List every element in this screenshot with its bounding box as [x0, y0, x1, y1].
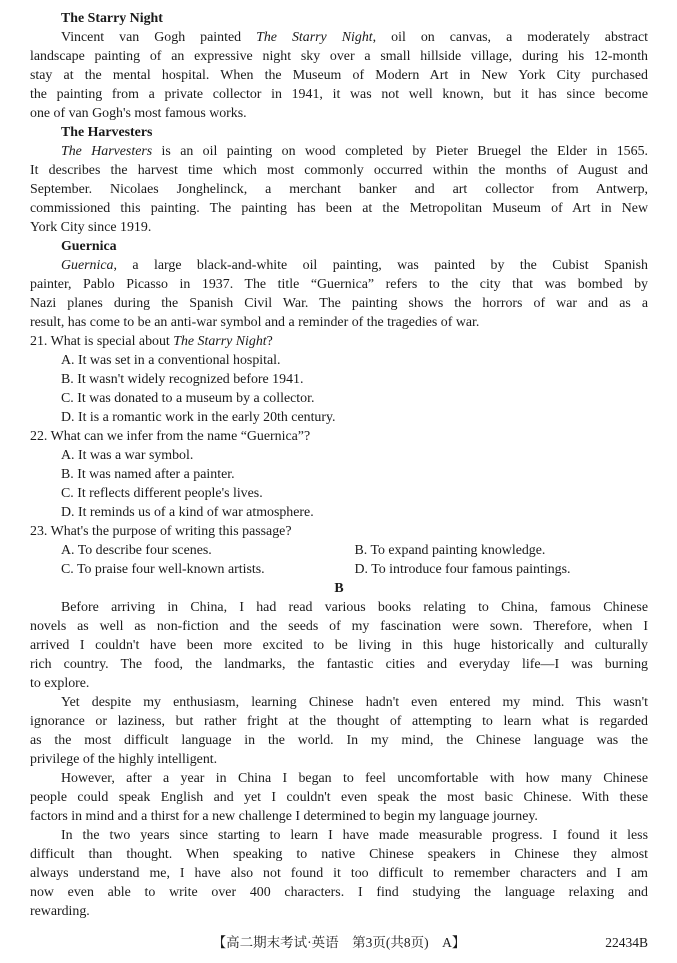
text-line: as the most difficult language in the world. In my mind, the Chinese language was the: [30, 733, 648, 748]
text-line: rewarding.: [30, 904, 90, 919]
answer-option: A. To describe four scenes.: [61, 543, 212, 558]
passage-paragraph: [30, 826, 648, 921]
text-line: In the two years since starting to learn I have made measurable progress. I found it less: [61, 828, 648, 843]
text-line: ignorance or laziness, but rather fright at the thought of attempting to learn what is regarded: [30, 714, 648, 729]
italic-title: The Starry Night: [173, 334, 267, 349]
answer-option: D. It reminds us of a kind of war atmosphere.: [61, 505, 314, 520]
text-line: York City since 1919.: [30, 220, 152, 235]
text-segment: is an oil painting on wood completed by Pieter Bruegel the Elder in 1565.: [152, 144, 648, 159]
text-segment: ?: [266, 334, 273, 349]
footer-page-info: 【高二期末考试·英语 第3页(共8页) A】: [212, 935, 466, 950]
passage-paragraph: [30, 769, 648, 826]
answer-option: A. It was set in a conventional hospital.: [61, 353, 281, 368]
text-line: landscape painting of an expressive night sky over a small hillside village, during his 12-month: [30, 49, 648, 64]
passage-paragraph: [30, 693, 648, 769]
exam-page: [30, 9, 648, 921]
answer-option: A. It was a war symbol.: [61, 448, 194, 463]
answer-option: D. It is a romantic work in the early 20th century.: [61, 410, 336, 425]
answer-option: C. It was donated to a museum by a collector.: [61, 391, 315, 406]
text-segment: , a large black-and-white oil painting, was painted by the Cubist Spanish: [113, 258, 648, 273]
answer-option: D. To introduce four famous paintings.: [354, 562, 571, 577]
section-label: B: [334, 581, 344, 596]
text-segment: Vincent van Gogh painted: [61, 30, 257, 45]
question-stem: 23. What's the purpose of writing this passage?: [30, 524, 292, 539]
text-line: rich country. The food, the landmarks, the fantastic cities and everyday life—I was burning: [30, 657, 648, 672]
answer-option: C. To praise four well-known artists.: [61, 562, 265, 577]
text-line: It describes the harvest time which most commonly occurred within the months of August and: [30, 163, 648, 178]
painting-heading: The Starry Night: [61, 11, 163, 26]
text-line: result, has come to be an anti-war symbol and a reminder of the tragedies of war.: [30, 315, 480, 330]
text-line: now even able to write over 400 characters. I find studying the language relaxing and: [30, 885, 648, 900]
text-line: However, after a year in China I began to feel uncomfortable with how many Chinese: [61, 771, 648, 786]
text-line: factors in mind and a thirst for a new challenge I determined to begin my language journey.: [30, 809, 538, 824]
question-stem: 22. What can we infer from the name “Guernica”?: [30, 429, 311, 444]
text-line: to explore.: [30, 676, 90, 691]
text-line: novels as well as non-fiction and the seeds of my fascination were sown. Therefore, when I: [30, 619, 648, 634]
text-line: Yet despite my enthusiasm, learning Chinese hadn't even entered my mind. This wasn't: [61, 695, 648, 710]
text-line: the painting from a private collector in 1941, it was not well known, but it has since become: [30, 87, 648, 102]
answer-option: B. To expand painting knowledge.: [354, 543, 546, 558]
text-line: Nazi planes during the Spanish Civil War. The painting shows the horrors of war and as a: [30, 296, 648, 311]
question: [30, 427, 648, 522]
question-stem: [30, 332, 648, 351]
answer-option: B. It wasn't widely recognized before 1941.: [61, 372, 304, 387]
text-line: arrived I couldn't have been more excited to be living in this huge historically and culturally: [30, 638, 648, 653]
option-row: [30, 541, 648, 560]
painting-paragraph: [30, 28, 648, 123]
painting-heading: The Harvesters: [61, 125, 153, 140]
text-line: difficult than thought. When speaking to native Chinese speakers in Chinese they almost: [30, 847, 648, 862]
text-segment: , oil on canvas, a moderately abstract: [372, 30, 648, 45]
option-row: [30, 560, 648, 579]
footer-exam-code: 22434B: [605, 935, 648, 950]
italic-title: The Starry Night: [256, 30, 373, 45]
italic-title: Guernica: [61, 258, 114, 273]
painting-paragraph: [30, 142, 648, 237]
painting-heading: Guernica: [61, 239, 117, 254]
answer-option: C. It reflects different people's lives.: [61, 486, 263, 501]
text-line: painter, Pablo Picasso in 1937. The title “Guernica” refers to the city that was bombed by: [30, 277, 648, 292]
question: [30, 332, 648, 427]
text-line: September. Nicolaes Jonghelinck, a merchant banker and art collector from Antwerp,: [30, 182, 648, 197]
painting-paragraph: [30, 256, 648, 332]
text-line: commissioned this painting. The painting has been at the Metropolitan Museum of Art in New: [30, 201, 648, 216]
italic-title: The Harvesters: [61, 144, 153, 159]
text-line: privilege of the highly intelligent.: [30, 752, 218, 767]
question: [30, 522, 648, 579]
answer-option: B. It was named after a painter.: [61, 467, 235, 482]
text-line: [30, 28, 648, 47]
text-line: [30, 256, 648, 275]
text-line: Before arriving in China, I had read various books relating to China, famous Chinese: [61, 600, 648, 615]
text-line: one of van Gogh's most famous works.: [30, 106, 247, 121]
text-line: people could speak English and yet I couldn't even speak the most basic Chinese. With these: [30, 790, 648, 805]
passage-paragraph: [30, 598, 648, 693]
text-line: always understand me, I have also not found it too difficult to remember characters and I am: [30, 866, 648, 881]
text-segment: 21. What is special about: [30, 334, 174, 349]
page-footer: [30, 933, 648, 953]
text-line: [30, 142, 648, 161]
text-line: stay at the mental hospital. When the Museum of Modern Art in New York City purchased: [30, 68, 648, 83]
